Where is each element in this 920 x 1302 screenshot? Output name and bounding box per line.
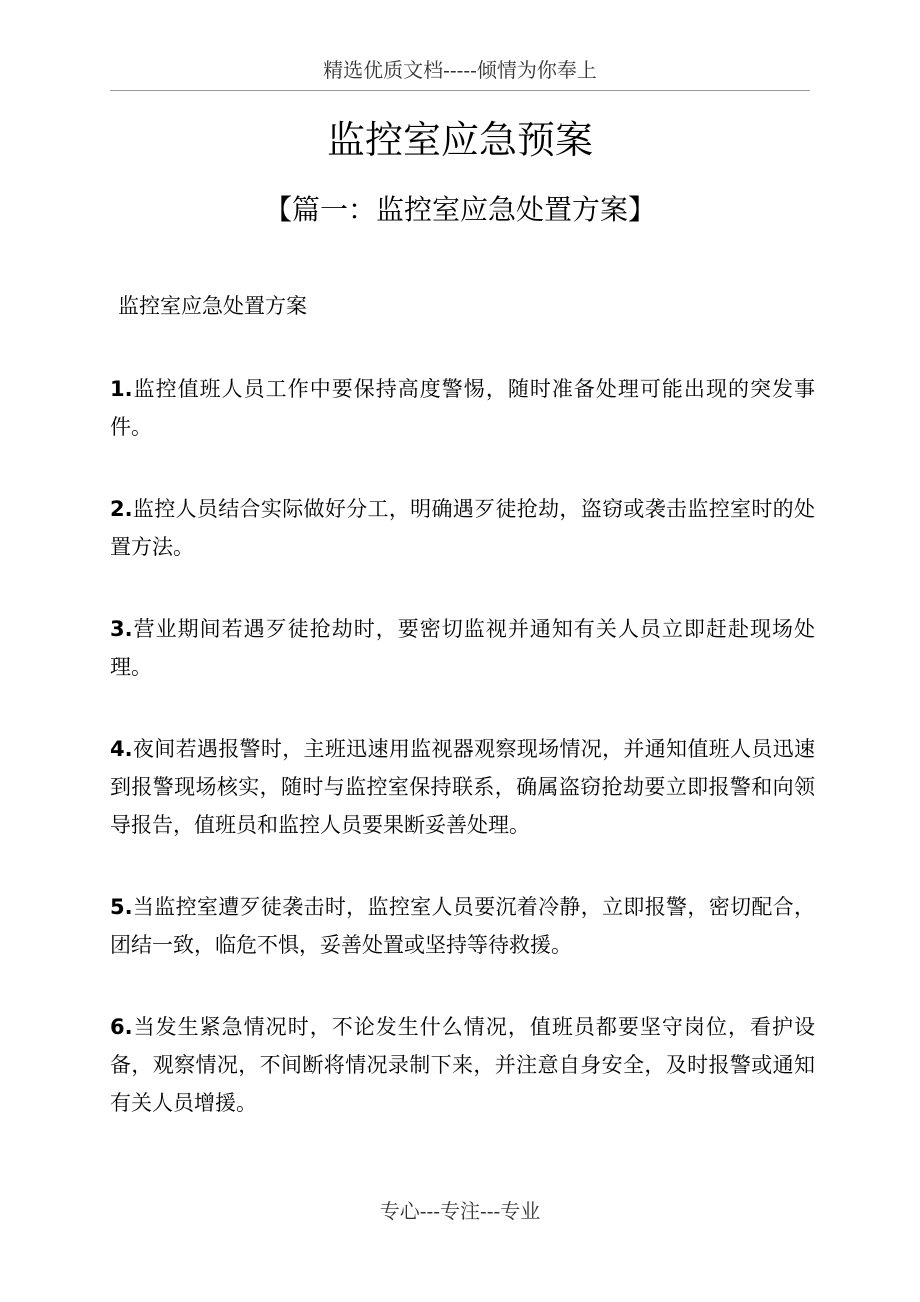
item-text: 监控人员结合实际做好分工，明确遇歹徒抢劫，盗窃或袭击监控室时的处置方法。 xyxy=(110,497,815,559)
list-item xyxy=(110,370,815,446)
item-number: 5. xyxy=(110,895,133,919)
item-number: 1. xyxy=(110,377,133,401)
section-heading: 监控室应急处置方案 xyxy=(118,294,307,318)
list-item xyxy=(110,1008,815,1122)
item-text: 夜间若遇报警时，主班迅速用监视器观察现场情况，并通知值班人员迅速到报警现场核实，随时与监控室保持联系，确属盗窃抢劫要立即报警和向领导报告，值班员和监控人员要果断妥善处理。 xyxy=(110,737,815,837)
procedure-list xyxy=(110,370,815,1166)
item-number: 6. xyxy=(110,1015,133,1039)
header-divider xyxy=(110,90,810,91)
item-text: 当监控室遭歹徒袭击时，监控室人员要沉着冷静，立即报警，密切配合，团结一致，临危不惧，妥善处置或坚持等待救援。 xyxy=(110,895,815,957)
item-text: 营业期间若遇歹徒抢劫时，要密切监视并通知有关人员立即赶赴现场处理。 xyxy=(110,617,815,679)
item-number: 2. xyxy=(110,497,133,521)
list-item xyxy=(110,490,815,566)
item-text: 监控值班人员工作中要保持高度警惕，随时准备处理可能出现的突发事件。 xyxy=(110,377,815,439)
item-text: 当发生紧急情况时，不论发生什么情况，值班员都要坚守岗位，看护设备，观察情况，不间断将情况录制下来，并注意自身安全，及时报警或通知有关人员增援。 xyxy=(110,1015,815,1115)
document-subtitle: 【篇一：监控室应急处置方案】 xyxy=(263,193,656,226)
page-header: 精选优质文档-----倾情为你奉上 xyxy=(323,58,597,82)
list-item xyxy=(110,730,815,844)
item-number: 3. xyxy=(110,617,133,641)
list-item xyxy=(110,610,815,686)
item-number: 4. xyxy=(110,737,133,761)
document-title: 监控室应急预案 xyxy=(326,118,593,162)
list-item xyxy=(110,888,815,964)
page-footer: 专心---专注---专业 xyxy=(379,1199,541,1223)
